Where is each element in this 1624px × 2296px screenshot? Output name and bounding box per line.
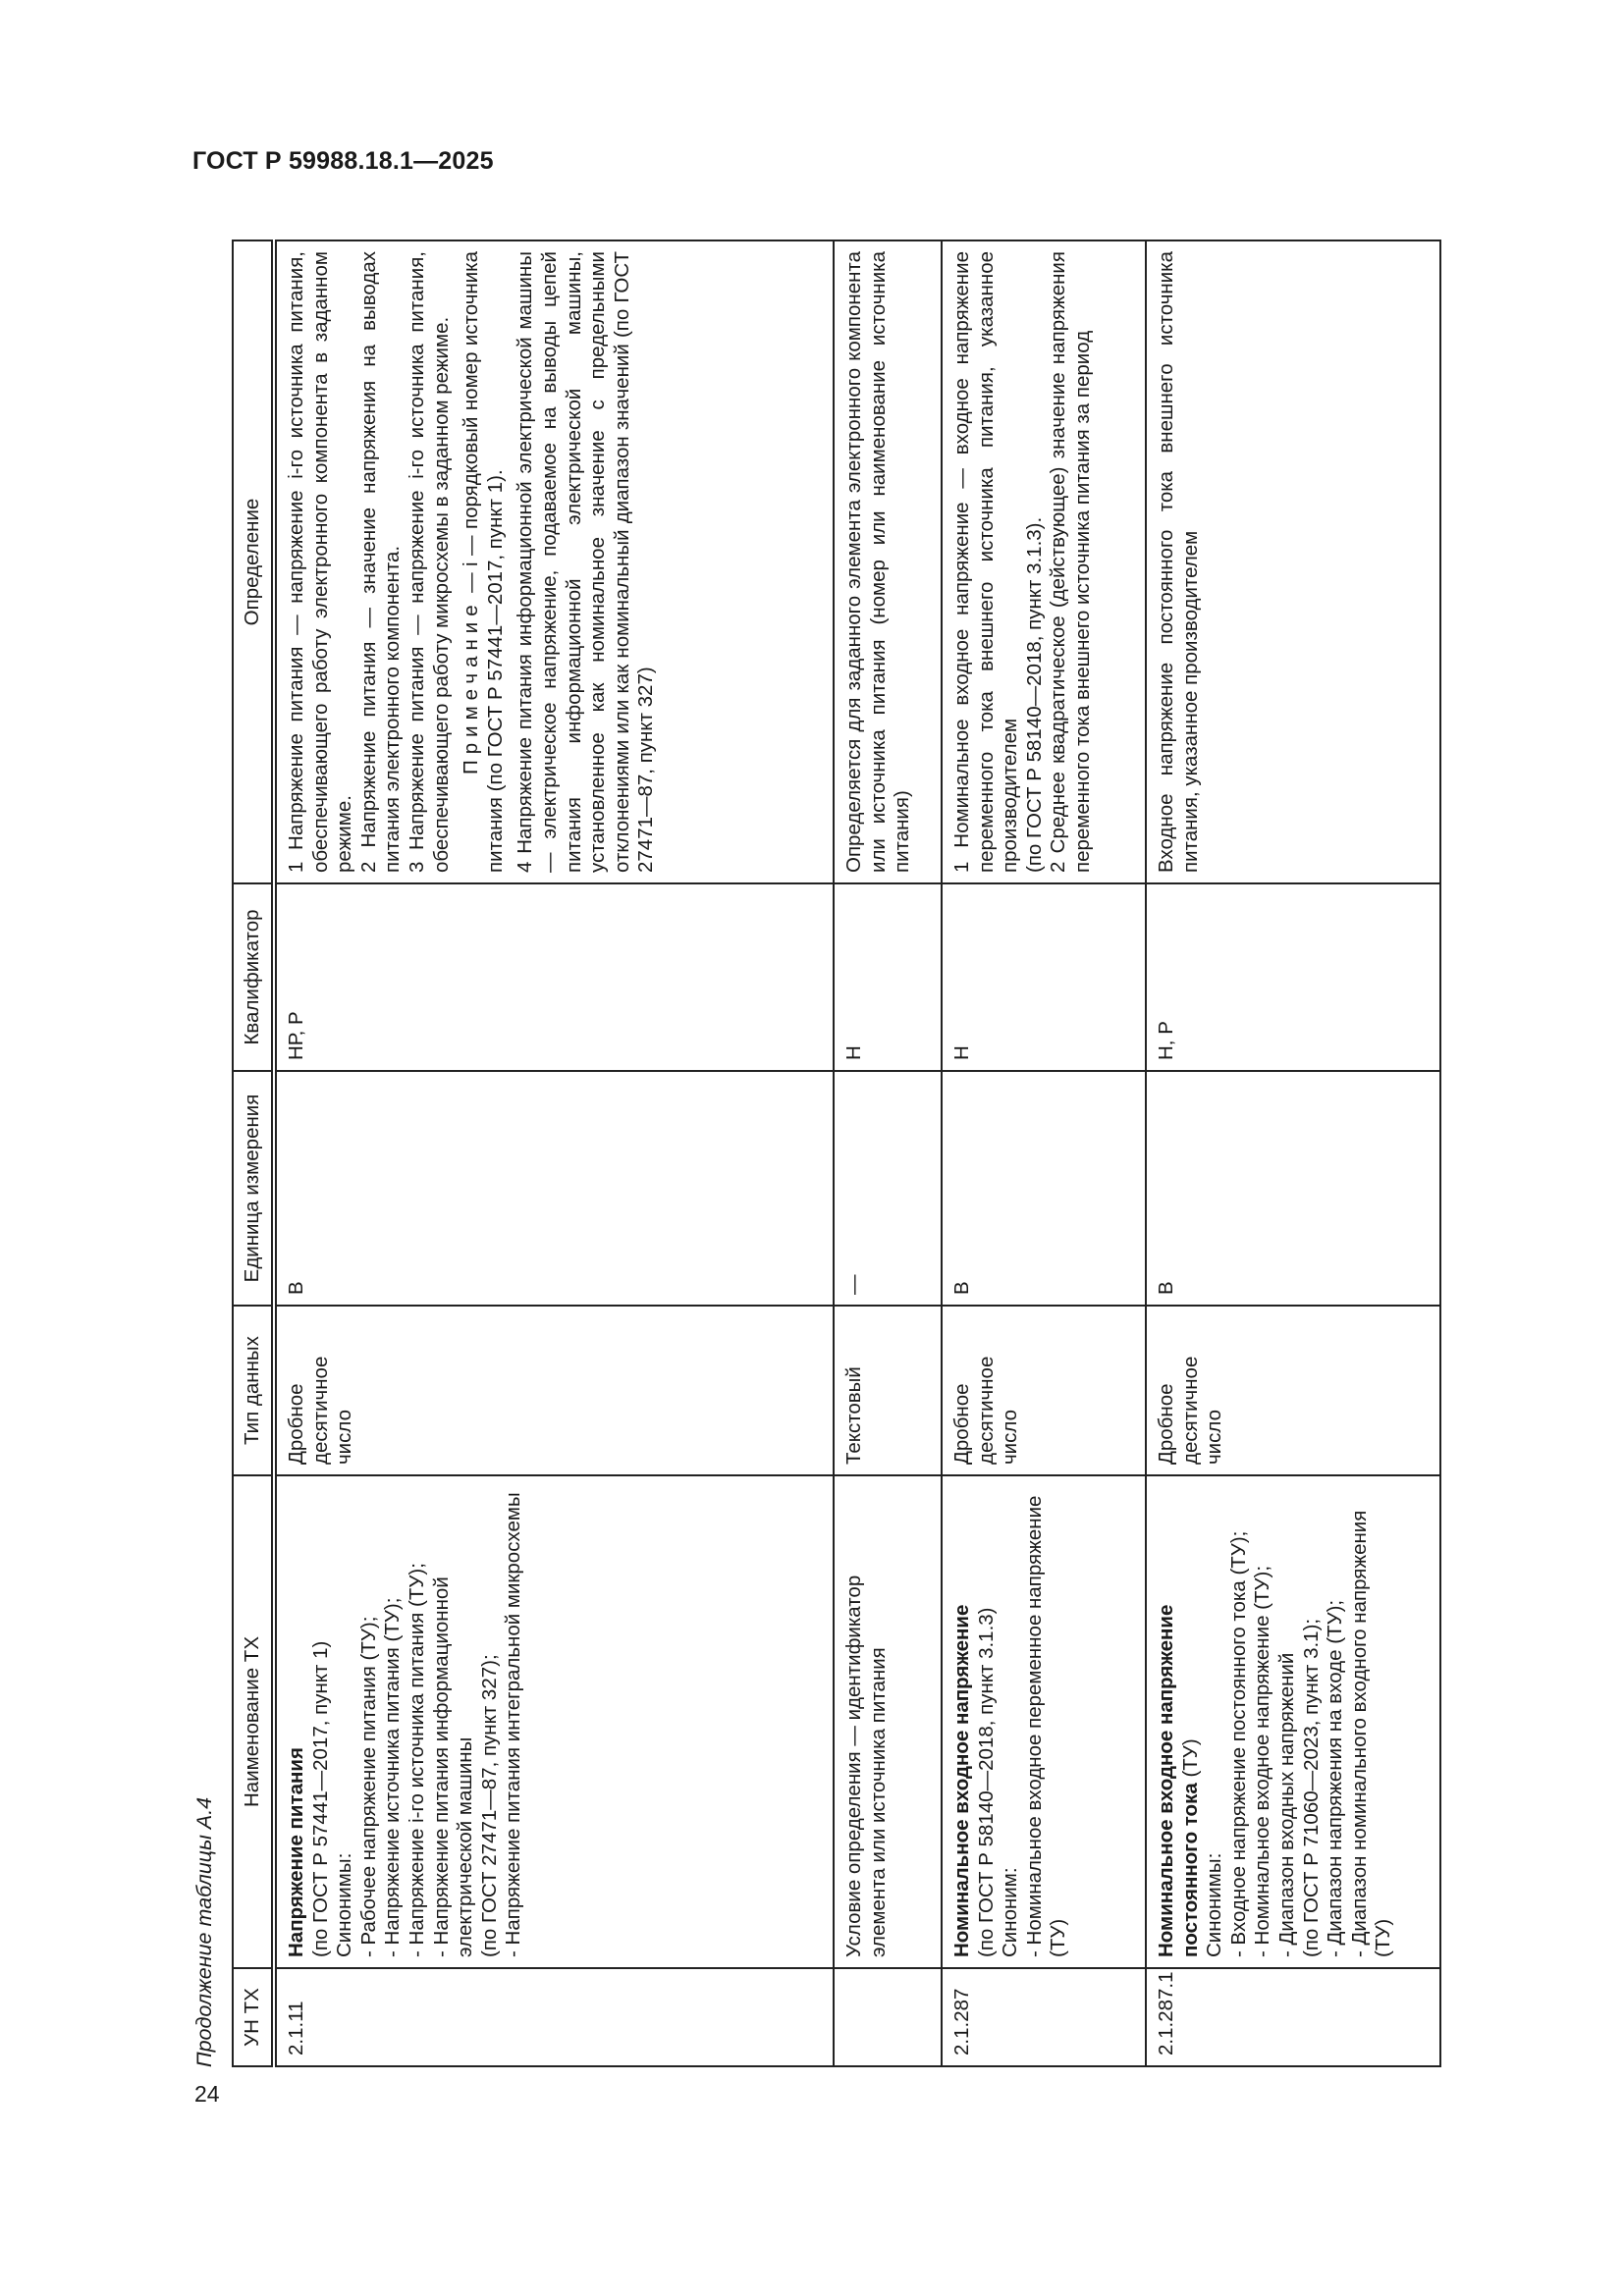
cell-type: Дробное десятичное число bbox=[942, 1306, 1146, 1475]
cell-qualifier: Н, Р bbox=[1146, 883, 1440, 1071]
cell-type: Дробное десятичное число bbox=[1146, 1306, 1440, 1475]
cell-qualifier: Н bbox=[834, 883, 942, 1071]
name-line: (по ГОСТ 27471—87, пункт 327); bbox=[477, 1654, 501, 1957]
name-line: (по ГОСТ Р 57441—2017, пункт 1) bbox=[308, 1640, 332, 1957]
note-label: Примечание bbox=[460, 599, 483, 774]
table-row bbox=[942, 240, 1146, 2066]
name-line: - Диапазон напряжения на входе (ТУ); bbox=[1324, 1599, 1347, 1957]
rotated-page-content bbox=[192, 232, 1508, 2067]
definition-line: 2 Напряжение питания — значение напряжения на выводах питания электронного компонента. bbox=[356, 251, 405, 873]
name-line: (по ГОСТ Р 71060—2023, пункт 3.1); bbox=[1299, 1618, 1323, 1957]
definition-note bbox=[460, 251, 508, 873]
table-continuation-caption: Продолжение таблицы А.4 bbox=[192, 1796, 216, 2067]
name-line: Синоним: bbox=[999, 1867, 1022, 1957]
header-unit: Единица измерения bbox=[233, 1071, 274, 1306]
name-line: - Напряжение питания информационной электрической машины bbox=[429, 1576, 477, 1957]
name-line: Синонимы: bbox=[1203, 1852, 1226, 1957]
table-row bbox=[274, 240, 834, 2066]
cell-unit: В bbox=[274, 1071, 834, 1306]
characteristics-table bbox=[232, 240, 1441, 2067]
note-text: — i — порядковый номер источника питания (по ГОСТ Р 57441—2017, пункт 1). bbox=[460, 251, 507, 873]
term-title-line bbox=[1155, 1486, 1203, 1957]
cell-name bbox=[1146, 1475, 1440, 1968]
name-line: - Напряжение питания интегральной микросхемы bbox=[502, 1492, 525, 1957]
name-line: - Напряжение i-го источника питания (ТУ); bbox=[405, 1563, 428, 1957]
cell-id bbox=[834, 1968, 942, 2066]
cell-qualifier: Н bbox=[942, 883, 1146, 1071]
name-line: (по ГОСТ Р 58140—2018, пункт 3.1.3) bbox=[974, 1607, 998, 1957]
header-definition: Определение bbox=[233, 240, 274, 883]
cell-type: Дробное десятичное число bbox=[274, 1306, 834, 1475]
table-row bbox=[1146, 240, 1440, 2066]
cell-definition: Определяется для заданного элемента электронного компонента или источника питания (номер или наименование источника питания) bbox=[834, 240, 942, 883]
definition-line: 4 Напряжение питания информационной электрической машины — электрическое напряжение, подаваемое на выводы цепей питания информационной электрической машины, установленное как номинальное значение с предельными отклонениями или как номинальный диапазон значений (по ГОСТ 27471—87, пункт 327) bbox=[514, 251, 658, 873]
cell-unit: В bbox=[1146, 1071, 1440, 1306]
table-header-row bbox=[233, 240, 274, 2066]
cell-qualifier: НР, Р bbox=[274, 883, 834, 1071]
cell-unit: — bbox=[834, 1071, 942, 1306]
header-id: УН ТХ bbox=[233, 1968, 274, 2066]
cell-id: 2.1.287.1 bbox=[1146, 1968, 1440, 2066]
header-type: Тип данных bbox=[233, 1306, 274, 1475]
name-line: - Номинальное входное переменное напряжение (ТУ) bbox=[1022, 1495, 1070, 1957]
document-header: ГОСТ Р 59988.18.1—2025 bbox=[192, 147, 494, 175]
name-line: - Напряжение источника питания (ТУ); bbox=[381, 1597, 405, 1957]
definition-line: 2 Среднее квадратическое (действующее) значение напряжения переменного тока внешнего источника питания за период bbox=[1047, 251, 1094, 873]
header-name: Наименование ТХ bbox=[233, 1475, 274, 1968]
header-qualifier: Квалификатор bbox=[233, 883, 274, 1071]
name-line: - Диапазон номинального входного напряжения (ТУ) bbox=[1347, 1510, 1395, 1957]
cell-definition bbox=[274, 240, 834, 883]
name-line: - Диапазон входных напряжений bbox=[1274, 1652, 1298, 1957]
cell-name bbox=[942, 1475, 1146, 1968]
term-title: Напряжение питания bbox=[285, 1747, 307, 1957]
cell-unit: В bbox=[942, 1071, 1146, 1306]
term-title: Номинальное входное напряжение постоянного тока bbox=[1155, 1604, 1202, 1957]
name-line: - Номинальное входное напряжение (ТУ); bbox=[1251, 1565, 1274, 1957]
term-title-suffix: (ТУ) bbox=[1178, 1738, 1202, 1784]
term-title: Номинальное входное напряжение bbox=[950, 1604, 973, 1957]
cell-definition bbox=[942, 240, 1146, 883]
definition-line: 1 Напряжение питания — напряжение i-го источника питания, обеспечивающего работу электронного компонента в заданном режиме. bbox=[285, 251, 356, 873]
name-line: - Рабочее напряжение питания (ТУ); bbox=[356, 1616, 380, 1957]
table-row bbox=[834, 240, 942, 2066]
name-line: Синонимы: bbox=[333, 1852, 356, 1957]
name-line: - Входное напряжение постоянного тока (ТУ); bbox=[1226, 1530, 1250, 1957]
cell-name bbox=[274, 1475, 834, 1968]
cell-id: 2.1.287 bbox=[942, 1968, 1146, 2066]
definition-line: (по ГОСТ Р 58140—2018, пункт 3.1.3). bbox=[1022, 516, 1046, 873]
cell-name: Условие определения — идентификатор элемента или источника питания bbox=[834, 1475, 942, 1968]
definition-line: 3 Напряжение питания — напряжение i-го источника питания, обеспечивающего работу микросхемы в заданном режиме. bbox=[405, 251, 453, 873]
cell-definition: Входное напряжение постоянного тока внешнего источника питания, указанное производителем bbox=[1146, 240, 1440, 883]
page-number: 24 bbox=[194, 2081, 220, 2107]
cell-id: 2.1.11 bbox=[274, 1968, 834, 2066]
definition-line: 1 Номинальное входное напряжение — входное напряжение переменного тока внешнего источника питания, указанное производителем bbox=[950, 251, 1022, 873]
cell-type: Текстовый bbox=[834, 1306, 942, 1475]
